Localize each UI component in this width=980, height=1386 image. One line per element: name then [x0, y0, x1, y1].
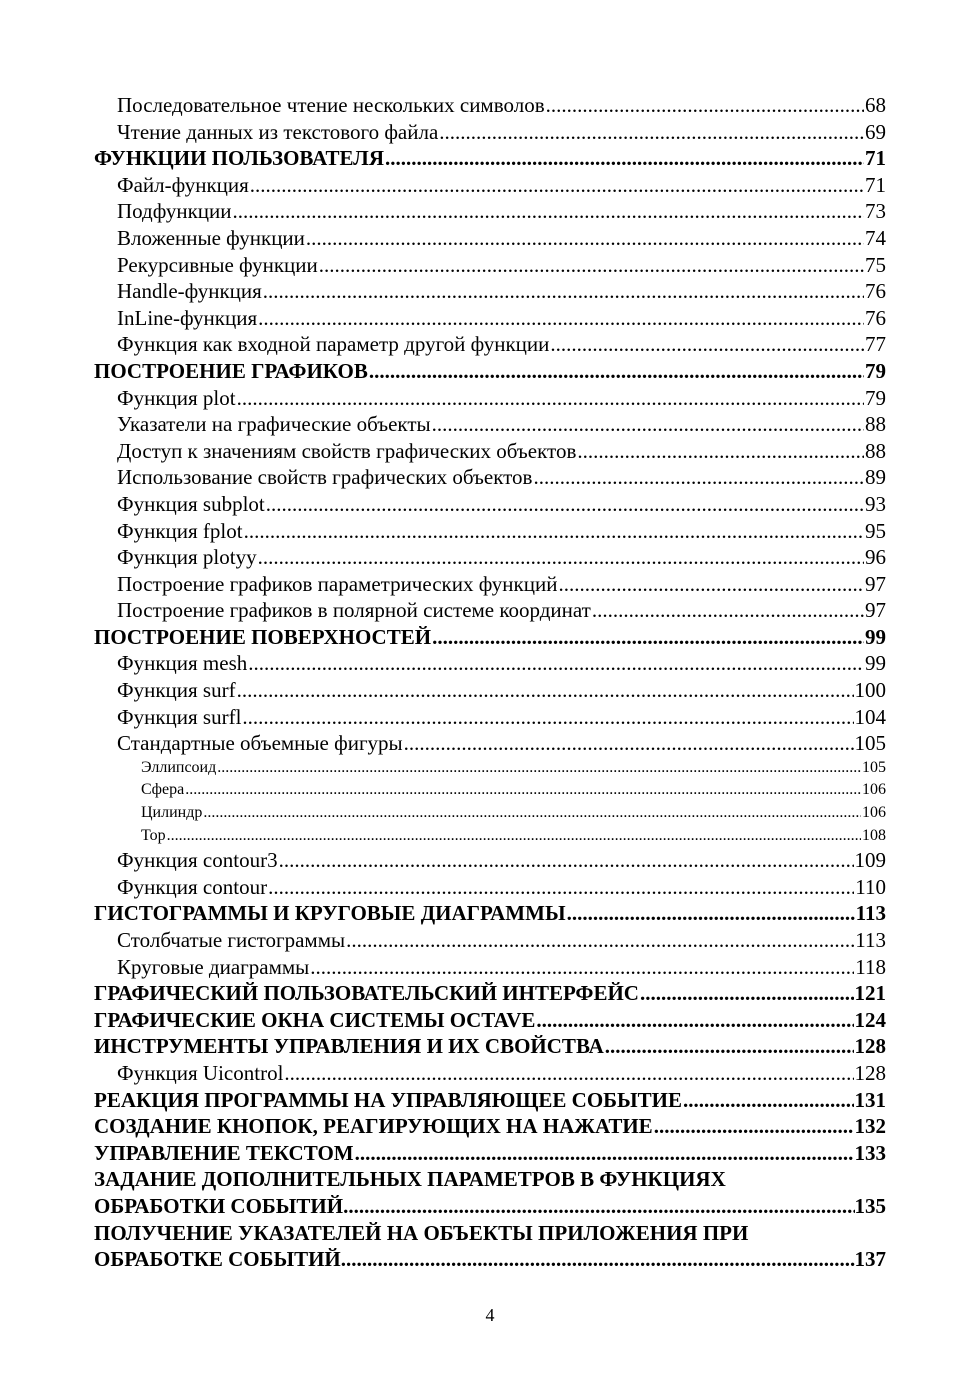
toc-entry-page: 128 — [854, 1060, 886, 1085]
toc-entry-subsection[interactable] — [94, 757, 886, 780]
toc-entry-subsection[interactable] — [94, 802, 886, 825]
toc-entry-section[interactable] — [94, 954, 886, 981]
toc-entry-page: 128 — [854, 1034, 886, 1059]
toc-entry-title: Построение графиков параметрических функций — [117, 571, 558, 596]
toc-entry-title: РЕАКЦИЯ ПРОГРАММЫ НА УПРАВЛЯЮЩЕЕ СОБЫТИЕ — [94, 1087, 683, 1112]
dot-leader — [250, 172, 864, 199]
toc-entry-page: 97 — [865, 598, 886, 623]
dot-leader — [237, 385, 864, 412]
toc-entry-section[interactable] — [94, 874, 886, 901]
toc-entry-chapter[interactable] — [94, 1140, 886, 1167]
toc-entry-chapter[interactable] — [94, 900, 886, 927]
dot-leader — [284, 1060, 853, 1087]
toc-entry-page: 113 — [855, 928, 886, 952]
dot-leader — [310, 954, 854, 981]
toc-entry-title: Функция plot — [117, 385, 236, 410]
toc-entry-title: Функция plotyy — [117, 545, 257, 570]
toc-entry-page: 118 — [855, 954, 886, 979]
toc-entry-title: Функция как входной параметр другой функции — [117, 332, 550, 357]
toc-entry-section[interactable] — [94, 411, 886, 438]
toc-entry-chapter[interactable] — [94, 1166, 886, 1219]
dot-leader — [319, 252, 864, 279]
toc-entry-title: Файл-функция — [117, 172, 249, 197]
toc-entry-page: 89 — [865, 465, 886, 490]
toc-entry-page: 97 — [865, 571, 886, 596]
dot-leader — [640, 980, 854, 1007]
dot-leader — [346, 927, 854, 954]
toc-entry-page: 105 — [862, 758, 886, 776]
dot-leader — [217, 757, 861, 780]
toc-entry-section[interactable] — [94, 597, 886, 624]
toc-entry-page: 96 — [865, 545, 886, 570]
toc-entry-title-line2: ОБРАБОТКЕ СОБЫТИЙ — [94, 1247, 341, 1272]
toc-entry-section[interactable] — [94, 491, 886, 518]
toc-entry-page: 95 — [865, 518, 886, 543]
toc-entry-title: ГИСТОГРАММЫ И КРУГОВЫЕ ДИАГРАММЫ — [94, 901, 566, 926]
dot-leader — [185, 779, 861, 802]
toc-entry-title: Эллипсоид — [141, 758, 217, 776]
toc-entry-chapter[interactable] — [94, 1220, 886, 1273]
toc-entry-page: 113 — [855, 901, 886, 926]
toc-entry-section[interactable] — [94, 331, 886, 358]
dot-leader — [432, 624, 864, 651]
toc-entry-page: 79 — [865, 385, 886, 410]
toc-entry-title: ГРАФИЧЕСКИЙ ПОЛЬЗОВАТЕЛЬСКИЙ ИНТЕРФЕЙС — [94, 981, 639, 1006]
toc-entry-page: 76 — [865, 279, 886, 304]
toc-entry-title: Функция surf — [117, 678, 236, 703]
toc-entry-title: Функция surfl — [117, 704, 242, 729]
toc-entry-title: Доступ к значениям свойств графических объектов — [117, 438, 577, 463]
toc-entry-title: Указатели на графические объекты — [117, 412, 431, 437]
toc-entry-section[interactable] — [94, 544, 886, 571]
toc-entry-row — [94, 1193, 886, 1220]
dot-leader — [268, 874, 854, 901]
toc-entry-section[interactable] — [94, 252, 886, 279]
toc-entry-section[interactable] — [94, 730, 886, 757]
toc-entry-title: InLine-функция — [117, 305, 258, 330]
dot-leader — [266, 491, 864, 518]
table-of-contents — [94, 92, 886, 1273]
toc-entry-page: 73 — [865, 199, 886, 224]
toc-entry-section[interactable] — [94, 172, 886, 199]
toc-entry-chapter[interactable] — [94, 145, 886, 172]
toc-entry-page: 93 — [865, 491, 886, 516]
toc-entry-page: 104 — [854, 704, 886, 729]
dot-leader — [683, 1087, 853, 1114]
toc-entry-section[interactable] — [94, 677, 886, 704]
toc-entry-section[interactable] — [94, 198, 886, 225]
toc-entry-chapter[interactable] — [94, 358, 886, 385]
dot-leader — [343, 1193, 854, 1220]
toc-entry-page: 106 — [862, 781, 886, 799]
dot-leader — [233, 198, 865, 225]
dot-leader — [248, 650, 864, 677]
dot-leader — [439, 119, 864, 146]
toc-entry-page: 131 — [854, 1087, 886, 1112]
toc-entry-section[interactable] — [94, 92, 886, 119]
toc-entry-page: 76 — [865, 305, 886, 330]
dot-leader — [237, 677, 854, 704]
toc-entry-title: Чтение данных из текстового файла — [117, 119, 439, 144]
dot-leader — [432, 411, 864, 438]
toc-entry-title: Сфера — [141, 781, 185, 799]
toc-entry-title: ПОСТРОЕНИЕ ПОВЕРХНОСТЕЙ — [94, 624, 432, 649]
toc-entry-chapter[interactable] — [94, 1007, 886, 1034]
toc-entry-title: Функция Uicontrol — [117, 1060, 284, 1085]
toc-entry-section[interactable] — [94, 278, 886, 305]
toc-entry-row — [94, 1246, 886, 1273]
dot-leader — [577, 438, 864, 465]
dot-leader — [244, 518, 864, 545]
dot-leader — [654, 1113, 854, 1140]
toc-entry-section[interactable] — [94, 704, 886, 731]
toc-entry-page: 77 — [865, 332, 886, 357]
toc-entry-page: 69 — [865, 119, 886, 144]
toc-entry-page: 88 — [865, 438, 886, 463]
toc-entry-chapter[interactable] — [94, 624, 886, 651]
toc-entry-page: 71 — [865, 146, 886, 171]
toc-entry-page: 124 — [854, 1007, 886, 1032]
dot-leader — [533, 464, 864, 491]
dot-leader — [355, 1140, 854, 1167]
toc-entry-title: Функция mesh — [117, 651, 248, 676]
toc-entry-title: Рекурсивные функции — [117, 252, 318, 277]
toc-entry-subsection[interactable] — [94, 825, 886, 848]
toc-entry-section[interactable] — [94, 1060, 886, 1087]
toc-entry-title: Построение графиков в полярной системе координат — [117, 598, 591, 623]
toc-entry-page: 74 — [865, 225, 886, 250]
toc-entry-page: 75 — [865, 252, 886, 277]
dot-leader — [263, 278, 864, 305]
dot-leader — [306, 225, 864, 252]
toc-entry-page: 68 — [865, 93, 886, 117]
toc-entry-title-line1: ПОЛУЧЕНИЕ УКАЗАТЕЛЕЙ НА ОБЪЕКТЫ ПРИЛОЖЕНИЯ ПРИ — [94, 1220, 749, 1245]
toc-entry-title: ПОСТРОЕНИЕ ГРАФИКОВ — [94, 358, 368, 383]
toc-entry-title: Цилиндр — [141, 804, 203, 822]
toc-entry-page: 99 — [865, 651, 886, 676]
toc-entry-title: СОЗДАНИЕ КНОПОК, РЕАГИРУЮЩИХ НА НАЖАТИЕ — [94, 1114, 653, 1139]
dot-leader — [258, 544, 864, 571]
toc-entry-title: Использование свойств графических объектов — [117, 465, 533, 490]
dot-leader — [550, 331, 864, 358]
toc-entry-title: Подфункции — [117, 199, 232, 224]
toc-entry-section[interactable] — [94, 305, 886, 332]
toc-entry-page: 88 — [865, 412, 886, 437]
toc-entry-section[interactable] — [94, 385, 886, 412]
dot-leader — [558, 571, 864, 598]
toc-entry-title-line1: ЗАДАНИЕ ДОПОЛНИТЕЛЬНЫХ ПАРАМЕТРОВ В ФУНКЦИЯХ — [94, 1167, 726, 1192]
dot-leader — [605, 1033, 854, 1060]
toc-entry-page: 121 — [854, 981, 886, 1006]
toc-entry-title: Handle-функция — [117, 279, 262, 304]
toc-entry-title: Столбчатые гистограммы — [117, 928, 346, 952]
toc-entry-section[interactable] — [94, 518, 886, 545]
toc-entry-section[interactable] — [94, 464, 886, 491]
toc-entry-title: Функция contour3 — [117, 848, 278, 873]
dot-leader — [341, 1246, 855, 1273]
toc-entry-page: 99 — [865, 624, 886, 649]
toc-entry-title: Функция contour — [117, 874, 268, 899]
toc-entry-title: Последовательное чтение нескольких символов — [117, 93, 545, 117]
dot-leader — [546, 92, 864, 119]
toc-entry-chapter[interactable] — [94, 980, 886, 1007]
toc-entry-page: 109 — [854, 848, 886, 873]
toc-entry-title: Стандартные объемные фигуры — [117, 731, 403, 756]
toc-entry-section[interactable] — [94, 571, 886, 598]
toc-entry-title-line2: ОБРАБОТКИ СОБЫТИЙ — [94, 1193, 344, 1218]
toc-entry-title: Круговые диаграммы — [117, 954, 310, 979]
toc-entry-page: 71 — [865, 172, 886, 197]
dot-leader — [258, 305, 864, 332]
toc-entry-page: 79 — [865, 358, 886, 383]
toc-entry-chapter[interactable] — [94, 1087, 886, 1114]
toc-entry-page: 105 — [854, 731, 886, 756]
toc-entry-section[interactable] — [94, 225, 886, 252]
toc-entry-subsection[interactable] — [94, 779, 886, 802]
toc-entry-section[interactable] — [94, 650, 886, 677]
toc-entry-page: 108 — [862, 826, 886, 844]
toc-entry-title: ИНСТРУМЕНТЫ УПРАВЛЕНИЯ И ИХ СВОЙСТВА — [94, 1034, 604, 1059]
toc-entry-page: 135 — [854, 1193, 886, 1218]
toc-entry-chapter[interactable] — [94, 1113, 886, 1140]
toc-entry-title: УПРАВЛЕНИЕ ТЕКСТОМ — [94, 1140, 354, 1165]
toc-entry-chapter[interactable] — [94, 1033, 886, 1060]
toc-entry-section[interactable] — [94, 438, 886, 465]
toc-entry-page: 100 — [854, 678, 886, 703]
toc-entry-title: Вложенные функции — [117, 225, 305, 250]
toc-entry-title: Функция fplot — [117, 518, 243, 543]
dot-leader — [536, 1007, 853, 1034]
toc-entry-page: 106 — [862, 804, 886, 822]
dot-leader — [167, 825, 861, 848]
toc-entry-page: 110 — [855, 874, 886, 899]
toc-entry-title: Тор — [141, 826, 166, 844]
toc-entry-page: 137 — [854, 1247, 886, 1272]
toc-entry-section[interactable] — [94, 847, 886, 874]
page-number: 4 — [485, 1305, 495, 1325]
toc-entry-title: ГРАФИЧЕСКИЕ ОКНА СИСТЕМЫ OCTAVE — [94, 1007, 536, 1032]
toc-entry-title: Функция subplot — [117, 491, 265, 516]
toc-entry-title: ФУНКЦИИ ПОЛЬЗОВАТЕЛЯ — [94, 146, 384, 171]
dot-leader — [369, 358, 864, 385]
dot-leader — [385, 145, 864, 172]
dot-leader — [567, 900, 855, 927]
toc-entry-section[interactable] — [94, 119, 886, 146]
dot-leader — [203, 802, 861, 825]
dot-leader — [404, 730, 854, 757]
toc-entry-page: 133 — [854, 1140, 886, 1165]
dot-leader — [279, 847, 854, 874]
dot-leader — [592, 597, 864, 624]
dot-leader — [242, 704, 853, 731]
toc-entry-page: 132 — [854, 1114, 886, 1139]
toc-entry-section[interactable] — [94, 927, 886, 954]
